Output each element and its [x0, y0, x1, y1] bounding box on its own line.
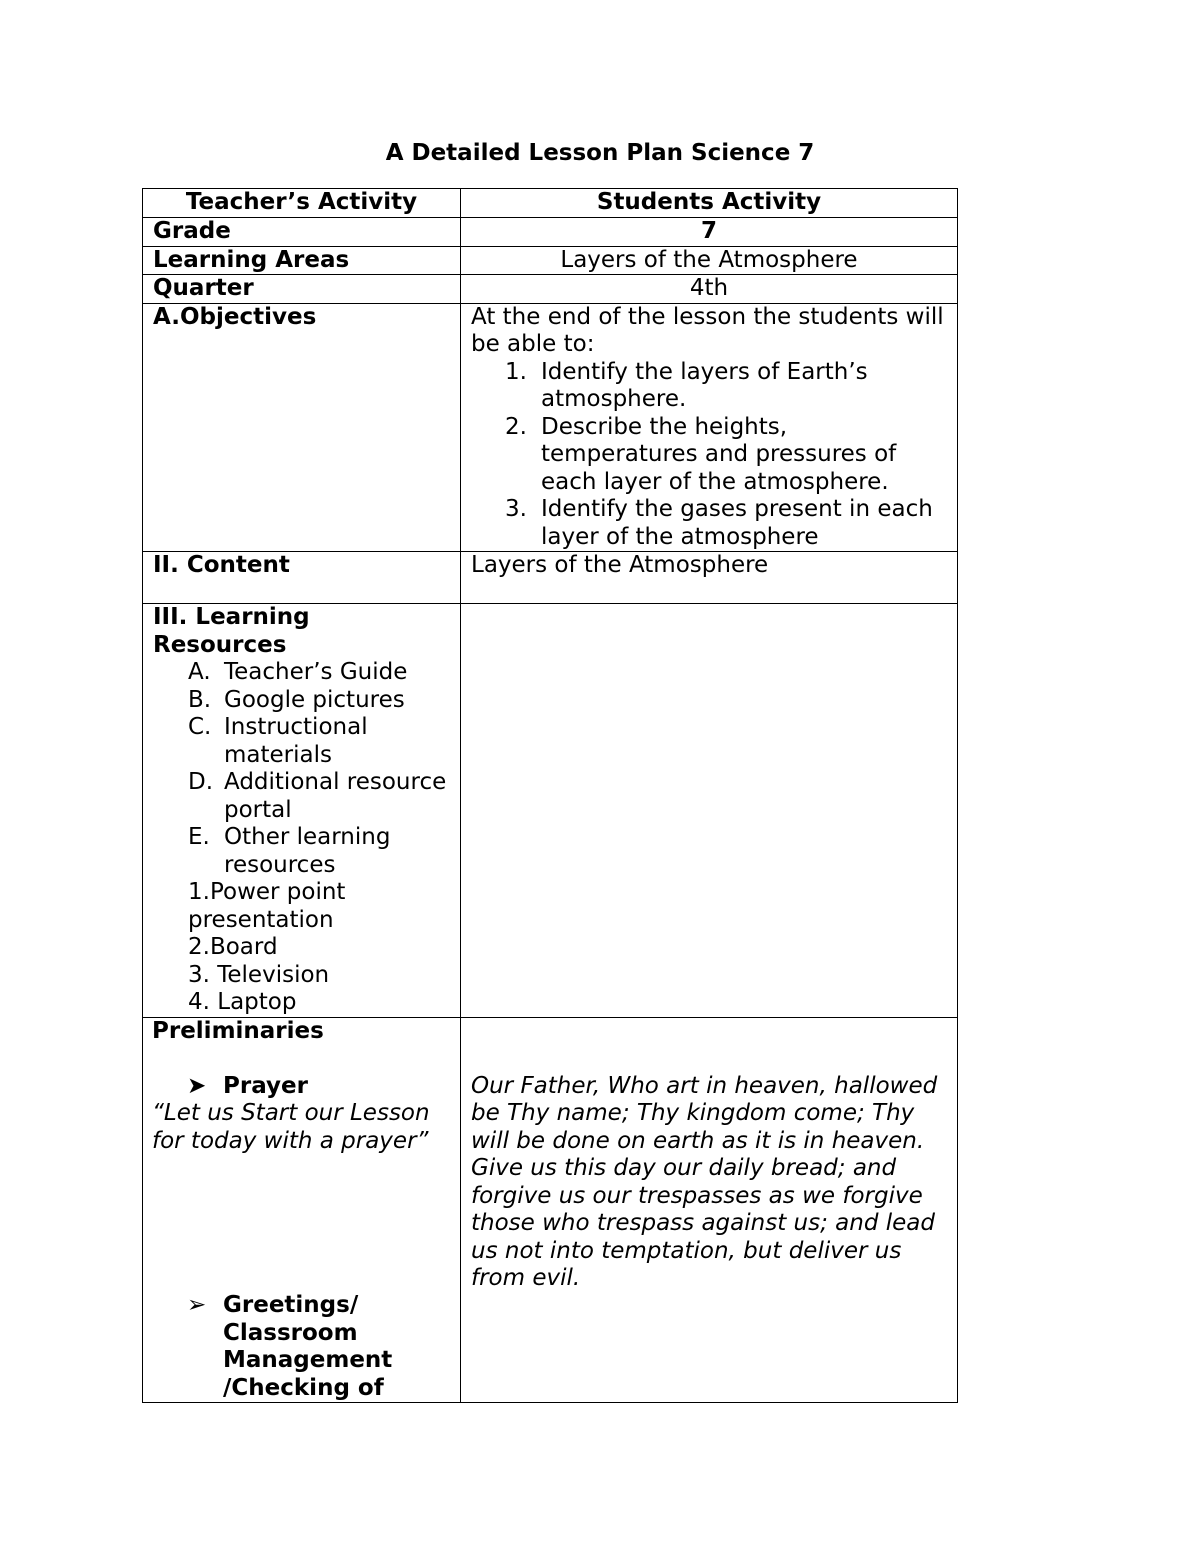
lesson-plan-table [142, 188, 958, 1403]
item-number: 3. [505, 496, 527, 522]
quarter-value: 4th [461, 275, 958, 304]
greetings-item [187, 1292, 450, 1402]
list-item [505, 414, 947, 497]
content-label: II. Content [143, 552, 461, 604]
prayer-text-cell [461, 1017, 958, 1403]
objectives-row [143, 303, 958, 552]
objectives-list [471, 359, 947, 552]
item-text: Google pictures [224, 686, 405, 713]
item-letter: E. [188, 824, 210, 850]
quarter-row [143, 275, 958, 304]
list-item [188, 714, 450, 769]
prayer-item [187, 1073, 450, 1101]
item-number: 2. [505, 413, 527, 440]
sub-item: 1.Power point presentation [188, 879, 346, 933]
item-number: 1. [505, 358, 527, 385]
resources-list [153, 659, 450, 879]
item-text: Teacher’s Guide [224, 659, 408, 685]
grade-label: Grade [143, 218, 461, 247]
prayer-text: Our Father, Who art in heaven, hallowed be Thy name; Thy kingdom come; Thy will be done on earth as it is in heaven. Give us this day our daily bread; and forgive us our trespasses as we forgive those who trespass against us; and lead us not into temptation, but deliver us from evil. [471, 1072, 938, 1291]
resources-cell [143, 604, 461, 1018]
content-row [143, 552, 958, 604]
learning-areas-label: Learning Areas [143, 246, 461, 275]
item-text: Other learning resources [224, 824, 391, 878]
list-item [188, 659, 450, 687]
preliminaries-cell [143, 1017, 461, 1403]
header-students-activity: Students Activity [461, 189, 958, 218]
sub-item: 2.Board [188, 934, 278, 960]
item-letter: D. [188, 769, 214, 795]
list-item [188, 769, 450, 824]
list-item [188, 687, 450, 715]
sub-item: 4. Laptop [188, 989, 297, 1015]
greetings-label: Greetings/ Classroom Management /Checking of [223, 1292, 393, 1401]
header-teacher-activity: Teacher’s Activity [143, 189, 461, 218]
table-header-row [143, 189, 958, 218]
item-text: Instructional materials [224, 714, 368, 768]
list-item [505, 359, 947, 414]
prayer-label: Prayer [223, 1072, 308, 1099]
sub-item: 3. Television [188, 961, 330, 988]
arrowhead-bullet-icon: ➢ [187, 1292, 207, 1318]
item-text: Describe the heights, temperatures and pressures of each layer of the atmosphere. [541, 413, 897, 495]
item-letter: B. [188, 686, 212, 713]
document-title: A Detailed Lesson Plan Science 7 [385, 140, 815, 166]
preliminaries-row [143, 1017, 958, 1403]
learning-areas-row [143, 246, 958, 275]
content-value: Layers of the Atmosphere [461, 552, 958, 604]
arrowhead-bullet-icon: ➤ [187, 1072, 207, 1099]
grade-value: 7 [461, 218, 958, 247]
item-text: Identify the layers of Earth’s atmosphere. [541, 358, 868, 412]
objectives-intro: At the end of the lesson the students will be able to: [471, 303, 944, 357]
item-letter: C. [188, 714, 212, 740]
resources-empty-cell [461, 604, 958, 1018]
resources-label: III. Learning Resources [153, 604, 310, 658]
item-text: Identify the gases present in each layer of the atmosphere [541, 496, 933, 550]
list-item [188, 824, 450, 879]
resources-row [143, 604, 958, 1018]
preliminaries-label: Preliminaries [152, 1017, 324, 1044]
quarter-label: Quarter [143, 275, 461, 304]
prayer-quote: “Let us Start our Lesson for today with a prayer” [152, 1100, 430, 1154]
objectives-label: A.Objectives [143, 303, 461, 552]
objectives-cell [461, 303, 958, 552]
learning-areas-value: Layers of the Atmosphere [461, 246, 958, 275]
list-item [505, 496, 947, 551]
grade-row [143, 218, 958, 247]
item-text: Additional resource portal [224, 769, 447, 823]
item-letter: A. [188, 659, 211, 685]
